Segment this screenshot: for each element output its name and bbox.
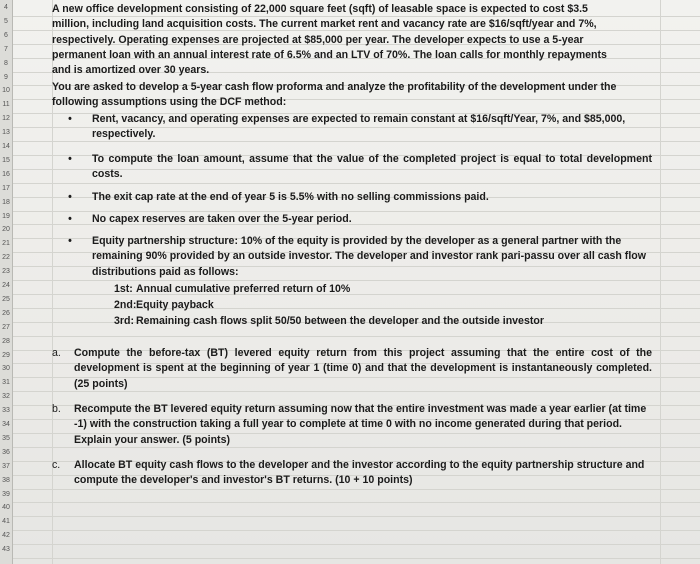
- column-gridline: [660, 0, 661, 564]
- row-number[interactable]: 32: [2, 393, 10, 401]
- row-number[interactable]: 19: [2, 212, 10, 220]
- row-gridline: [12, 336, 700, 337]
- row-number[interactable]: 36: [2, 448, 10, 456]
- row-number[interactable]: 11: [2, 101, 10, 109]
- tier-ordinal: 2nd:: [114, 299, 137, 311]
- row-number[interactable]: 8: [4, 59, 8, 67]
- row-number[interactable]: 38: [2, 476, 10, 484]
- tier-text: Equity payback: [136, 299, 214, 311]
- question-text: Compute the before-tax (BT) levered equity return from this project assuming that the entire cost of the development is spent at the beginning of year 1 (time 0) and that the development is instantaneously completed. (25 points): [74, 347, 652, 390]
- row-number[interactable]: 25: [2, 295, 10, 303]
- row-number[interactable]: 31: [2, 379, 10, 387]
- row-number[interactable]: 5: [4, 17, 8, 25]
- row-number[interactable]: 30: [2, 365, 10, 373]
- tier-text: Annual cumulative preferred return of 10%: [136, 283, 351, 295]
- row-number[interactable]: 37: [2, 462, 10, 470]
- assumption-text: The exit cap rate at the end of year 5 is 5.5% with no selling commissions paid.: [92, 191, 489, 203]
- row-number[interactable]: 40: [2, 504, 10, 512]
- assumption-text: Rent, vacancy, and operating expenses are expected to remain constant at $16/sqft/Year, 7%, and $85,000, respectively.: [92, 113, 626, 141]
- distribution-tier-3: [114, 314, 634, 329]
- row-number[interactable]: 12: [2, 115, 10, 123]
- row-number[interactable]: 35: [2, 434, 10, 442]
- row-gridline: [12, 530, 700, 531]
- question-letter: b.: [52, 403, 61, 415]
- row-number[interactable]: 43: [2, 546, 10, 554]
- row-number[interactable]: 23: [2, 268, 10, 276]
- bullet-dot-icon: •: [68, 153, 72, 165]
- row-number[interactable]: 22: [2, 254, 10, 262]
- row-number[interactable]: 16: [2, 170, 10, 178]
- tier-ordinal: 3rd:: [114, 315, 135, 327]
- row-number[interactable]: 27: [2, 323, 10, 331]
- row-number[interactable]: 15: [2, 156, 10, 164]
- row-number[interactable]: 41: [2, 518, 10, 526]
- assumption-text: To compute the loan amount, assume that the value of the completed project is equal to total development costs.: [92, 153, 652, 181]
- row-gridline: [12, 558, 700, 559]
- row-number[interactable]: 4: [4, 4, 8, 11]
- row-header-gutter: [0, 0, 13, 564]
- row-number[interactable]: 6: [4, 31, 8, 39]
- tier-text: Remaining cash flows split 50/50 between the developer and the outside investor: [136, 315, 544, 327]
- distribution-tier-1: [114, 282, 634, 297]
- row-gridline: [12, 280, 700, 281]
- intro-paragraph: A new office development consisting of 22,000 square feet (sqft) of leasable space is expected to cost $3.5 million, including land acquisition costs. The current market rent and vacancy rate are $16/sqft/year and 7%, respectively. Operating expenses are projected at $85,000 per year. The developer expects to use a 5-year permanent loan with an annual interest rate of 6.5% and an LTV of 70%. The loan calls for monthly repayments and is amortized over 30 years.: [52, 3, 607, 77]
- bullet-dot-icon: •: [68, 113, 72, 125]
- row-number[interactable]: 13: [2, 129, 10, 137]
- row-number[interactable]: 21: [2, 240, 10, 248]
- row-number[interactable]: 14: [2, 143, 10, 150]
- tier-ordinal: 1st:: [114, 283, 133, 295]
- assumption-text: No capex reserves are taken over the 5-year period.: [92, 213, 352, 225]
- row-number[interactable]: 28: [2, 337, 10, 345]
- bullet-dot-icon: •: [68, 213, 72, 225]
- row-number[interactable]: 34: [2, 421, 10, 428]
- row-number[interactable]: 7: [4, 45, 8, 53]
- row-number[interactable]: 33: [2, 407, 10, 415]
- row-number[interactable]: 17: [2, 184, 10, 192]
- row-number[interactable]: 26: [2, 309, 10, 317]
- row-gridline: [12, 489, 700, 490]
- row-number[interactable]: 20: [2, 226, 10, 234]
- question-letter: c.: [52, 459, 61, 471]
- row-number[interactable]: 9: [4, 73, 8, 81]
- bullet-dot-icon: •: [68, 191, 72, 203]
- row-number[interactable]: 29: [2, 351, 10, 359]
- task-paragraph: You are asked to develop a 5-year cash flow proforma and analyze the profitability of the development under the following assumptions using the DCF method:: [52, 81, 617, 109]
- row-number[interactable]: 10: [2, 87, 10, 95]
- row-gridline: [12, 544, 700, 545]
- question-text: Allocate BT equity cash flows to the developer and the investor according to the equity partnership structure and compute the developer's and investor's BT returns. (10 + 10 points): [74, 459, 645, 487]
- assumption-text: Equity partnership structure: 10% of the equity is provided by the developer as a general partner with the remaining 90% provided by an outside investor. The developer and investor rank pari-passu over all cash flow distributions paid as follows:: [92, 235, 646, 278]
- question-letter: a.: [52, 347, 61, 359]
- row-number[interactable]: 18: [2, 198, 10, 206]
- row-gridline: [12, 502, 700, 503]
- row-gridline: [12, 183, 700, 184]
- row-number[interactable]: 24: [2, 282, 10, 289]
- row-gridline: [12, 516, 700, 517]
- question-text: Recompute the BT levered equity return assuming now that the entire investment was made a year earlier (at time -1) with the construction taking a full year to complete at time 0 with no income generated during that period. Explain your answer. (5 points): [74, 403, 647, 446]
- row-number[interactable]: 39: [2, 490, 10, 498]
- distribution-tier-2: [114, 298, 634, 313]
- row-number[interactable]: 42: [2, 532, 10, 540]
- bullet-dot-icon: •: [68, 235, 72, 247]
